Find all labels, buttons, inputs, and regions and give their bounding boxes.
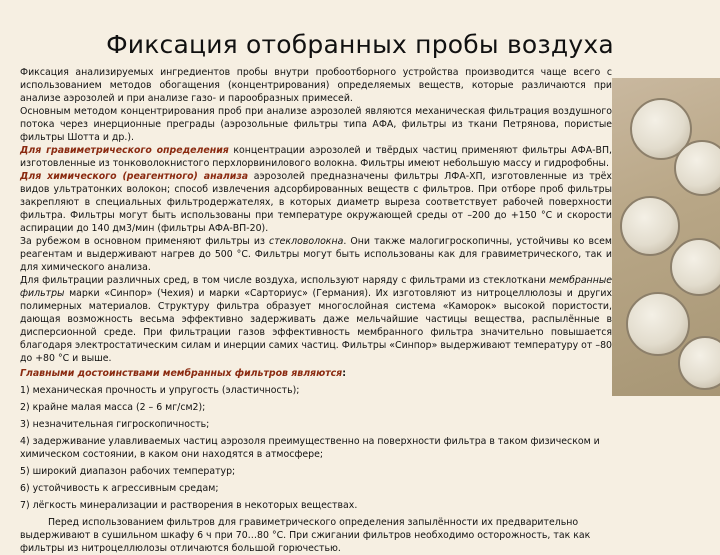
list-item: 1) механическая прочность и упругость (эластичность);	[20, 385, 300, 396]
paragraph-final: Перед использованием фильтров для гравиметрического определения запылённости их предварительно выдерживают в сушильном шкафу 6 ч при 70…80 °С. При сжигании фильтров необходимо осторожность, так как фильтры из нитроцеллюлозы отличаются большой горючестью.	[20, 517, 591, 554]
list-item: 4) задерживание улавливаемых частиц аэрозоля преимущественно на поверхности фильтра в таком физическом и химическом состоянии, в каком они находятся в атмосфере;	[20, 436, 600, 460]
paragraph-intro: Фиксация анализируемых ингредиентов пробы внутри пробоотборного устройства производится чаще всего с использованием методов обогащения (концентрирования) определяемых веществ, которые различаются при анализе аэрозолей и при анализе газо- и парообразных примесей.	[20, 67, 612, 104]
filter-disc	[620, 196, 680, 256]
membrane-term: мембранные фильтры	[20, 275, 612, 299]
list-item: 7) лёгкость минерализации и растворения в некоторых веществах.	[20, 500, 358, 511]
list-item: 5) широкий диапазон рабочих температур;	[20, 466, 236, 477]
fiberglass-text-b: . Они также малогигроскопичны, устойчивы ко всем реагентам и выдерживают нагрев до 500 °С. Фильтры могут быть использованы как для гравиметрического, так и для химического анализа.	[20, 236, 612, 273]
chemical-label: Для химического (реагентного) анализа	[20, 171, 249, 182]
gravimetric-text: концентрации аэрозолей и твёрдых частиц применяют фильтры АФА-ВП, изготовленные из тонковолокнистого перхлорвинилового волокна. Фильтры имеют небольшую массу и гидрофобны.	[20, 145, 612, 169]
filter-disc	[674, 140, 720, 196]
gravimetric-label: Для гравиметрического определения	[20, 145, 229, 156]
fiberglass-term: стекловолокна	[269, 236, 344, 247]
filter-disc	[626, 292, 690, 356]
filter-disc	[670, 238, 720, 296]
paragraph-membrane	[20, 274, 612, 365]
list-item: 3) незначительная гигроскопичность;	[20, 419, 210, 430]
advantages-colon: :	[342, 368, 346, 379]
list-item: 6) устойчивость к агрессивным средам;	[20, 483, 219, 494]
advantages-heading-text: Главными достоинствами мембранных фильтров являются	[20, 368, 343, 379]
page-title: Фиксация отобранных пробы воздуха	[106, 30, 614, 59]
paragraph-aerosol-method: Основным методом концентрирования проб при анализе аэрозолей являются механическая фильтрация воздушного потока через инерционные преграды (аэрозольные фильтры типа АФА, фильтры из ткани Петрянова, пористые фильтры Шотта и др.).	[20, 106, 612, 143]
advantages-heading	[20, 367, 612, 380]
body-text	[20, 66, 612, 555]
filter-disc	[678, 336, 720, 390]
fiberglass-text-a: За рубежом в основном применяют фильтры из	[20, 236, 270, 247]
paragraph-fiberglass	[20, 235, 612, 274]
membrane-text-b: марки «Синпор» (Чехия) и марки «Сарториус» (Германия). Их изготовляют из нитроцеллюлозы и других полимерных материалов. Структуру фильтра образует многослойная система «Каморок» высокой пористости, дающая возможность весьма эффективно задерживать даже мельчайшие частицы вещества, распылённые в дисперсионной среде. При фильтрации газов эффективность мембранного фильтра значительно повышается благодаря электростатическим силам и инерции самих частиц. Фильтры «Синпор» выдерживают температуру от –80 до +80 °С и выше.	[20, 288, 612, 364]
paragraph-chemical	[20, 170, 612, 235]
paragraph-gravimetric	[20, 144, 612, 170]
chemical-text: аэрозолей предназначены фильтры ЛФА-ХП, изготовленные из трёх видов ультратонких волокон; способ извлечения адсорбированных веществ с фильтров. При отборе проб фильтры закрепляют в специальных фильтродержателях, в которых диаметр выреза соответствует рабочей поверхности фильтра. Фильтры могут быть использованы при температуре окружающей среды от –200 до +150 °С и скорости аспирации до 140 дм3/мин (фильтры АФА-ВП-20).	[20, 171, 612, 234]
list-item: 2) крайне малая масса (2 – 6 мг/см2);	[20, 402, 206, 413]
filters-photo	[612, 78, 720, 396]
membrane-text-a: Для фильтрации различных сред, в том числе воздуха, используют наряду с фильтрами из стеклоткани	[20, 275, 550, 286]
